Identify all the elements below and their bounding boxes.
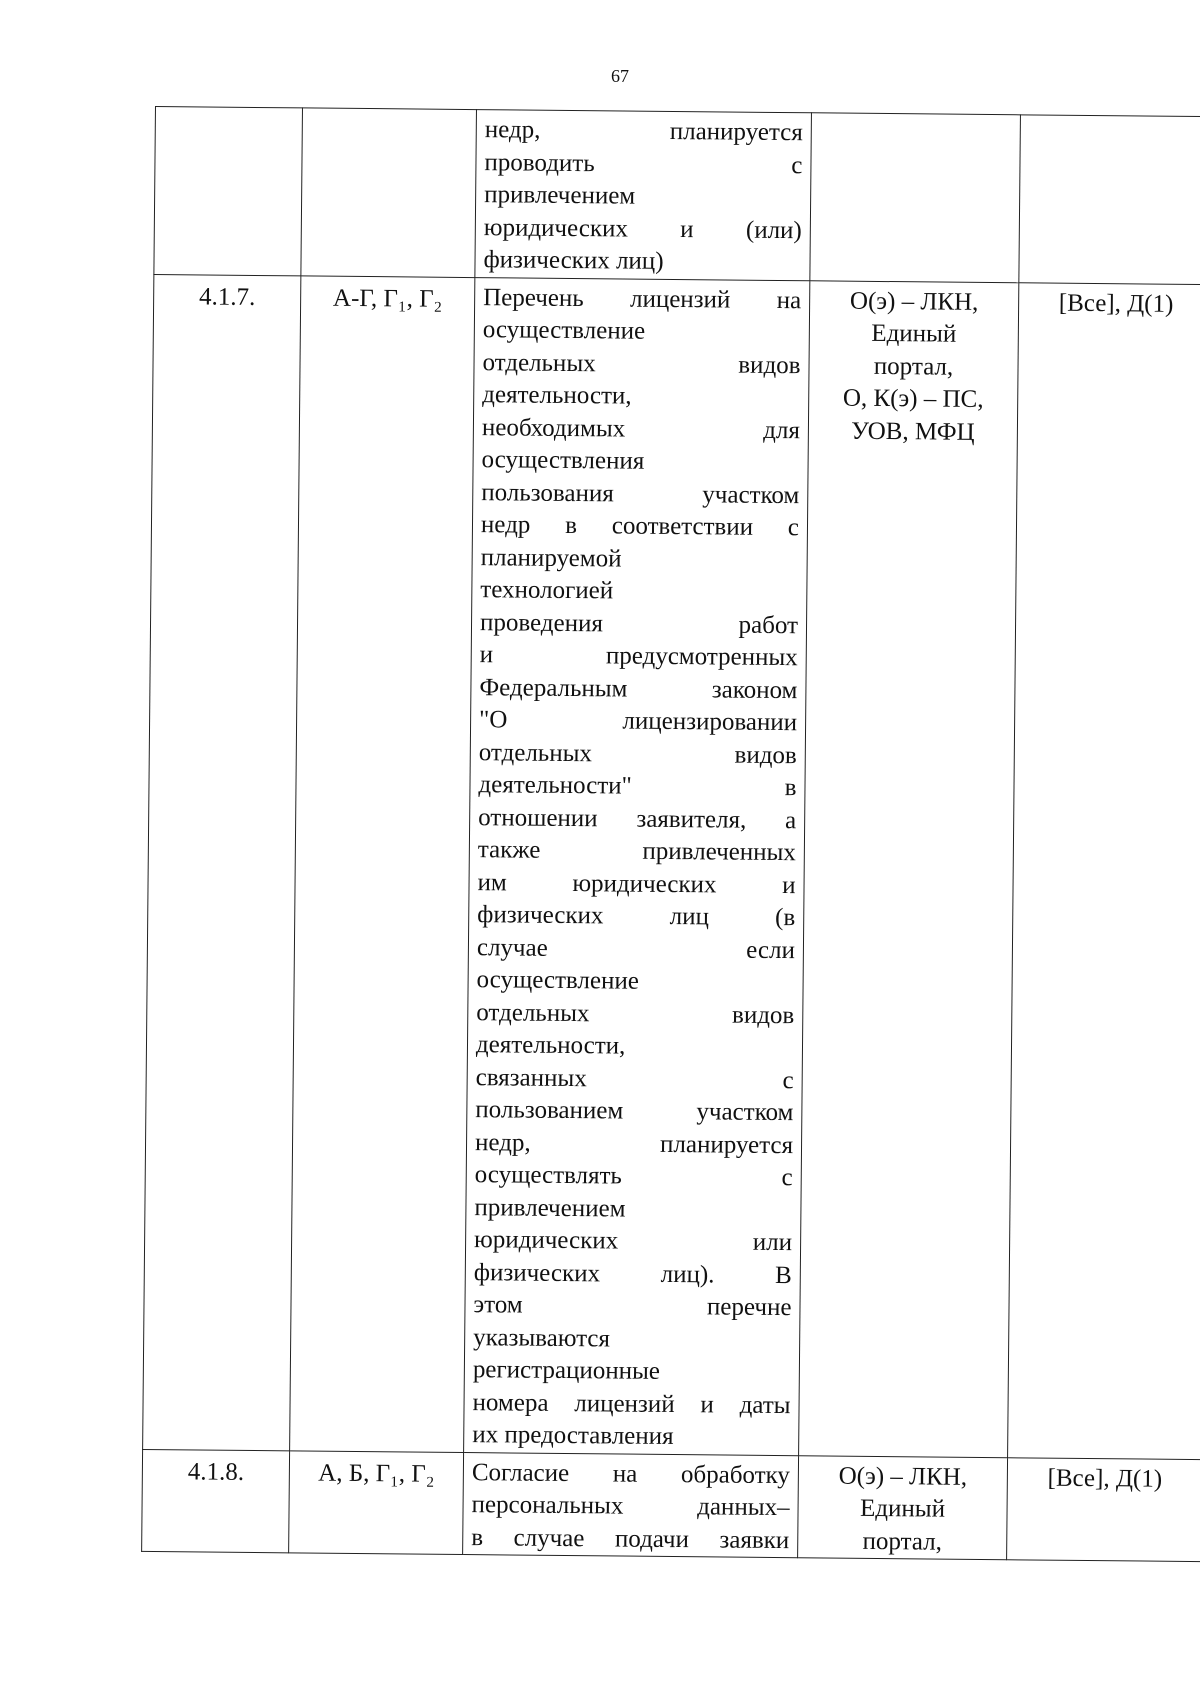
description-line: осуществление bbox=[482, 316, 646, 345]
row-number-cell bbox=[154, 107, 303, 276]
description-line: отношении заявителя, а bbox=[478, 803, 797, 834]
description-line: в случае подачи заявки bbox=[471, 1523, 790, 1554]
description-line: пользования участком bbox=[481, 478, 800, 509]
description-line: деятельности, bbox=[482, 381, 632, 410]
submission-method-line: О, К(э) – ПС, bbox=[842, 384, 984, 413]
description-line: юридических или bbox=[474, 1226, 793, 1257]
description-line: физических лиц). В bbox=[473, 1258, 792, 1289]
description-line: физических лиц) bbox=[483, 246, 664, 275]
requirement-cell bbox=[1019, 115, 1200, 284]
description-line: Согласие на обработку bbox=[471, 1458, 791, 1489]
description-line: недр в соответствии с bbox=[480, 511, 800, 542]
applicant-category-cell: А, Б, Г₁, Г₂ bbox=[289, 1450, 464, 1554]
description-line: деятельности, bbox=[475, 1031, 626, 1060]
document-description-cell bbox=[463, 1452, 799, 1558]
submission-method-cell bbox=[798, 1455, 1008, 1560]
description-line: отдельных видов bbox=[476, 998, 795, 1029]
description-line: "О лицензировании bbox=[478, 706, 798, 737]
submission-method-cell bbox=[810, 113, 1021, 282]
applicant-category-cell: А-Г, Г₁, Г₂ bbox=[290, 275, 475, 1452]
description-line: привлечением bbox=[474, 1193, 626, 1223]
submission-method-line: УОВ, МФЦ bbox=[851, 417, 975, 446]
submission-method-line: портал, bbox=[873, 352, 954, 381]
table-row bbox=[143, 274, 1200, 1459]
description-line: необходимых для bbox=[481, 413, 801, 444]
description-line: физических лиц (в bbox=[477, 901, 796, 932]
description-line: регистрационные bbox=[472, 1356, 661, 1385]
description-line: деятельности" в bbox=[478, 771, 797, 802]
description-line: номера лицензий и даты bbox=[472, 1388, 791, 1419]
description-line: также привлеченных bbox=[477, 836, 796, 867]
submission-method-line: О(э) – ЛКН, bbox=[849, 287, 979, 316]
requirement-cell: [Все], Д(1) bbox=[1007, 1457, 1200, 1561]
description-line: технологией bbox=[480, 576, 614, 605]
description-lines bbox=[471, 1457, 790, 1558]
requirements-table bbox=[141, 106, 1200, 1562]
description-line: недр, планируется bbox=[474, 1128, 794, 1159]
description-line: пользованием участком bbox=[475, 1096, 794, 1127]
description-line: Перечень лицензий на bbox=[483, 283, 802, 314]
description-line: отдельных видов bbox=[478, 738, 797, 769]
description-line: им юридических и bbox=[477, 868, 796, 899]
description-lines bbox=[483, 114, 803, 280]
description-line: осуществление bbox=[476, 966, 640, 995]
description-line: их предоставления bbox=[472, 1421, 674, 1451]
description-line: проводить с bbox=[484, 148, 803, 179]
row-number-cell: 4.1.7. bbox=[143, 274, 301, 1450]
table-row bbox=[154, 107, 1200, 285]
description-line: этом перечне bbox=[473, 1291, 792, 1322]
description-lines bbox=[472, 282, 801, 1455]
description-line: персональных данных– bbox=[471, 1491, 790, 1522]
description-line: планируемой bbox=[480, 543, 622, 572]
applicant-category-cell bbox=[301, 108, 477, 277]
description-line: осуществления bbox=[481, 446, 645, 475]
submission-method-cell bbox=[799, 280, 1019, 1457]
description-line: случае если bbox=[476, 933, 796, 964]
page-number: 67 bbox=[611, 66, 629, 86]
description-line: привлечением bbox=[484, 181, 636, 210]
submission-method-line: О(э) – ЛКН, bbox=[838, 1462, 968, 1491]
description-line: проведения работ bbox=[479, 608, 799, 639]
submission-method-lines bbox=[817, 285, 1011, 449]
submission-method-line: Единый bbox=[859, 1494, 946, 1523]
description-line: и предусмотренных bbox=[479, 641, 798, 672]
document-description-cell bbox=[464, 277, 810, 1455]
submission-method-line: Единый bbox=[871, 319, 957, 348]
description-line: юридических и (или) bbox=[483, 213, 802, 244]
submission-method-lines bbox=[806, 1460, 999, 1559]
row-number-cell: 4.1.8. bbox=[142, 1449, 290, 1553]
description-line: недр, планируется bbox=[484, 116, 803, 147]
document-description-cell bbox=[475, 110, 812, 281]
description-line: Федеральным законом bbox=[479, 673, 798, 704]
submission-method-lines bbox=[820, 117, 1012, 119]
description-line: отдельных видов bbox=[482, 348, 801, 379]
submission-method-line: портал, bbox=[862, 1527, 943, 1556]
requirement-cell: [Все], Д(1) bbox=[1008, 282, 1200, 1459]
description-line: осуществлять с bbox=[474, 1161, 793, 1192]
description-line: связанных с bbox=[475, 1063, 794, 1094]
table-row bbox=[142, 1449, 1200, 1562]
description-line: указываются bbox=[473, 1323, 611, 1352]
